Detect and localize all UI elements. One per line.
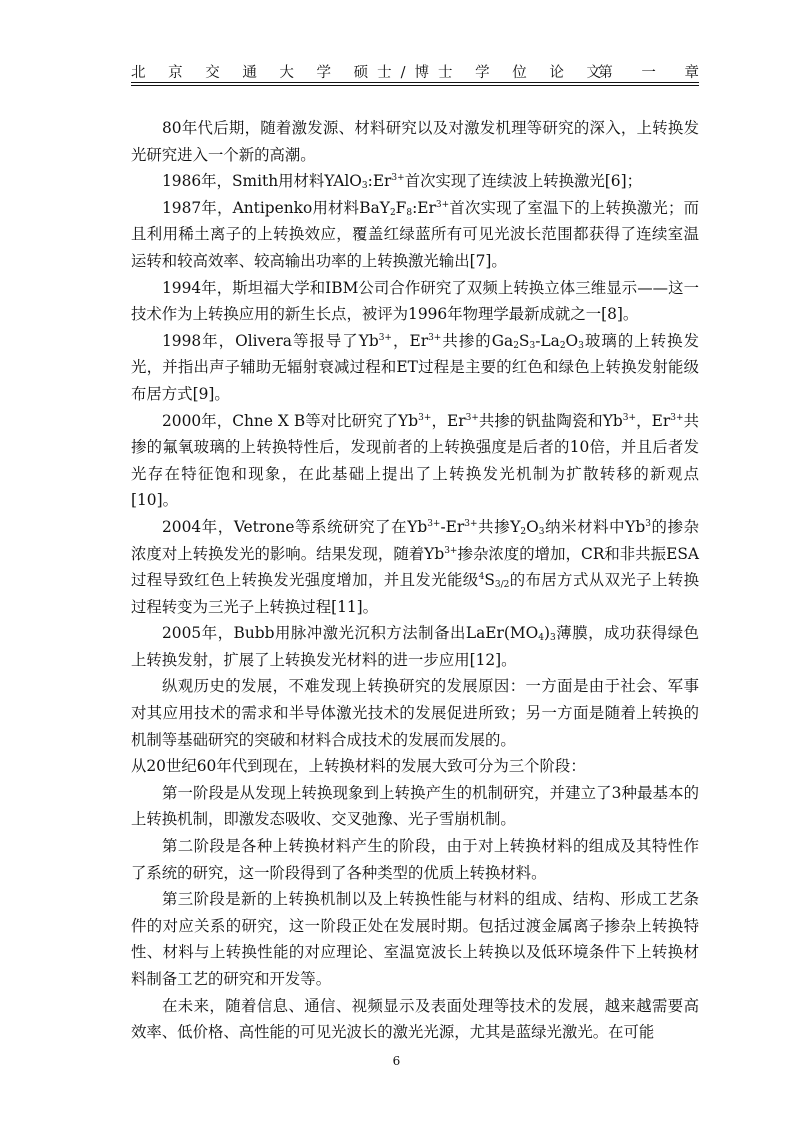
subscript: 2 [513,340,519,351]
text-run: 1998年，Olivera等报导了Yb [162,331,379,350]
paragraph-2 [131,168,699,195]
text-run: ) [544,624,551,643]
subscript: 2 [559,340,566,351]
subscript: 2 [389,207,396,218]
text-run: 纳米材料中Yb [544,517,646,536]
text-run: :Er [367,172,392,191]
text-run: 首次实现了室温下的上转换激光；而且利用稀土离子的上转换效应，覆盖红绿蓝所有可见光波长范围都获得了连续室温运转和较高效率、较高输出功率的上转换激光输出[7]。 [131,198,699,270]
superscript: 4 [478,572,485,583]
text-run: 首次实现了连续波上转换激光[6]； [404,172,642,191]
subscript: 3/2 [494,580,510,591]
subscript: 4 [538,633,545,644]
paragraph-5 [131,328,699,408]
subscript: 3 [361,181,368,192]
header-rule-thin [131,85,699,86]
text-run: 共掺Y [477,517,521,536]
subscript: 8 [406,207,413,218]
text-run: 的布居方式从双光子上转换过程转变为三光子上转换过程[11]。 [131,571,699,616]
text-run: 2000年，Chne X B等对比研究了Yb [162,411,419,430]
text-run: S [518,331,530,350]
superscript: 3+ [464,518,478,529]
text-run: ，Er [636,411,671,430]
subscript: 2 [520,526,527,537]
subscript: 3 [538,526,545,537]
text-run: O [526,517,539,536]
text-run: -Er [440,517,465,536]
paragraph-8 [131,620,699,673]
text-run: 共掺的钒盐陶瓷和Yb [478,411,623,430]
superscript: 3+ [435,199,450,210]
text-run: 2004年，Vetrone等系统研究了在Yb [162,517,428,536]
superscript: 3+ [444,545,458,556]
text-run: S [484,571,495,590]
page-header [131,61,711,81]
text-run: 共掺的Ga [441,331,514,350]
text-run: 共掺的氟氧玻璃的上转换特性后，发现前者的上转换强度是后者的10倍，并且后者发光存在特征饱和现象，在此基础上提出了上转换发光机制为扩散转移的新观点[10]。 [131,411,700,510]
text-run: :Er [412,198,436,217]
superscript: 3+ [378,332,392,343]
page-number: 6 [392,1054,401,1068]
text-run: O [565,331,579,350]
superscript: 3+ [427,518,441,529]
superscript: 3+ [670,412,684,423]
subscript: 3 [550,633,556,644]
text-run: ，Er [391,331,429,350]
header-rule-thick [131,82,699,83]
superscript: 3+ [391,173,405,184]
paragraph-6 [131,408,699,514]
paragraph-11: 第一阶段是从发现上转换现象到上转换产生的机制研究，并建立了3种最基本的上转换机制，即激发态吸收、交叉弛豫、光子雪崩机制。 [131,783,699,829]
text-run: 玻璃的上转换发光，并指出声子辅助无辐射衰减过程和ET过程是主要的红色和绿色上转换发射能级布居方式[9]。 [131,331,699,403]
paragraph-7 [131,514,699,620]
paragraph-3 [131,195,699,275]
superscript: 3+ [465,412,479,423]
superscript: 3+ [428,332,442,343]
text-run: F [395,198,407,217]
paragraph-1: 80年代后期，随着激发源、材料研究以及对激发机理等研究的深入，上转换发光研究进入一个新的高潮。 [131,119,699,164]
text-run: 的掺杂浓度对上转换发光的影响。结果发现，随着Yb [131,517,699,563]
text-run: 掺杂浓度的增加，CR和非共振ESA过程导致红色上转换发光强度增加，并且发光能级 [131,544,699,590]
text-run: ，Er [431,411,466,430]
text-run: -La [535,331,560,350]
body-text [131,115,699,1046]
text-run: 薄膜，成功获得绿色上转换发射，扩展了上转换发光材料的进一步应用[12]。 [131,624,699,669]
superscript: 3 [645,518,651,529]
paragraph-13: 第三阶段是新的上转换机制以及上转换性能与材料的组成、结构、形成工艺条件的对应关系的研究，这一阶段正处在发展时期。包括过渡金属离子掺杂上转换特性、材料与上转换性能的对应理论、室温宽波长上转换以及低环境条件下上转换材料制备工艺的研究和开发等。 [131,890,699,988]
header-chapter: 第 一 章 [598,65,711,81]
text-run: 2005年，Bubb用脉冲激光沉积方法制备出LaEr(MO [162,624,539,643]
superscript: 3+ [418,412,432,423]
subscript: 3 [529,340,536,351]
paragraph-4: 1994年，斯坦福大学和IBM公司合作研究了双频上转换立体三维显示——这一技术作为上转换应用的新生长点，被评为1996年物理学最新成就之一[8]。 [131,278,699,324]
header-thesis-title: 北 京 交 通 大 学 硕士/博士 学 位 论 文 [131,65,610,81]
text-run: 1987年，Antipenko用材料BaY [162,198,390,217]
subscript: 3 [578,340,584,351]
paragraph-14: 在未来，随着信息、通信、视频显示及表面处理等技术的发展，越来越需要高效率、低价格、高性能的可见光波长的激光光源，尤其是蓝绿光激光。在可能 [131,996,699,1042]
superscript: 3+ [622,412,637,423]
text-run: 1986年，Smith用材料YAlO [162,172,362,191]
paragraph-10: 从20世纪60年代到现在，上转换材料的发展大致可分为三个阶段： [131,757,586,776]
paragraph-12: 第二阶段是各种上转换材料产生的阶段，由于对上转换材料的组成及其特性作了系统的研究，这一阶段得到了各种类型的优质上转换材料。 [131,837,699,882]
paragraph-9: 纵观历史的发展，不难发现上转换研究的发展原因：一方面是由于社会、军事对其应用技术的需求和半导体激光技术的发展促进所致；另一方面是随着上转换的机制等基础研究的突破和材料合成技术的发展而发展的。 [131,677,699,749]
